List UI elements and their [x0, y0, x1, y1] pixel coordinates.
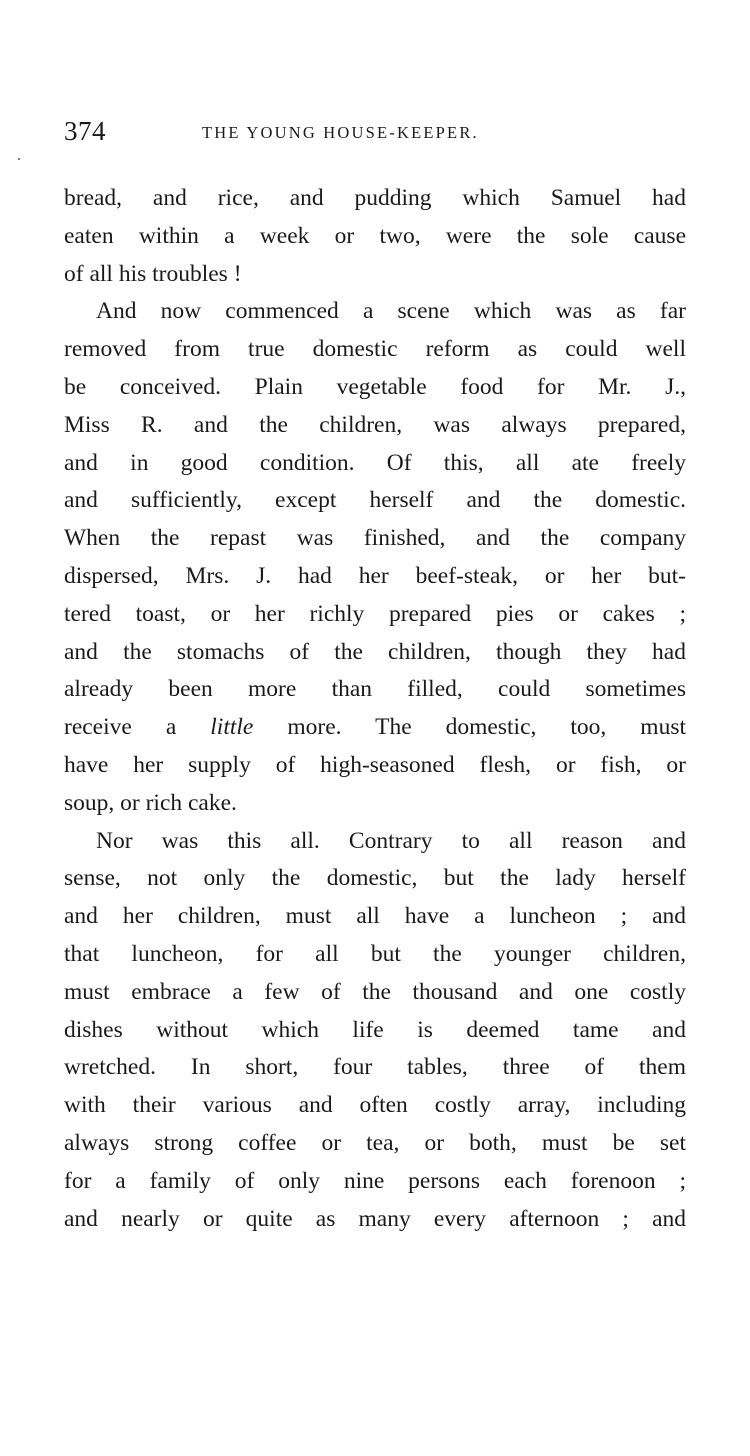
text-line: bread, and rice, and pudding which Samuel had	[64, 185, 686, 211]
paragraph-first-line: Nor was this all. Contrary to all reason and	[96, 827, 686, 854]
text-line: that luncheon, for all but the younger children,	[64, 940, 686, 967]
text-line: and in good condition. Of this, all ate freely	[64, 449, 686, 476]
text-line: dispersed, Mrs. J. had her beef-steak, or her but-	[64, 562, 686, 589]
text-line: tered toast, or her richly prepared pies or cakes ;	[64, 600, 686, 627]
text-line: and sufficiently, except herself and the domestic.	[64, 487, 686, 514]
paragraph-first-line: And now commenced a scene which was as far	[96, 298, 686, 325]
text-segment: receive a	[64, 714, 211, 741]
text-line: always strong coffee or tea, or both, must be set	[64, 1129, 686, 1156]
text-line: must embrace a few of the thousand and one costly	[64, 978, 686, 1005]
print-speck	[18, 158, 20, 160]
text-line: of all his troubles !	[64, 260, 242, 287]
text-line: for a family of only nine persons each forenoon ;	[64, 1167, 686, 1194]
text-line: sense, not only the domestic, but the lady herself	[64, 865, 686, 892]
text-line: Miss R. and the children, was always prepared,	[64, 411, 686, 438]
text-segment: more. The domestic, too, must	[253, 714, 686, 741]
running-head	[64, 116, 686, 148]
text-line: eaten within a week or two, were the sole cause	[64, 222, 686, 249]
text-line: and nearly or quite as many every afternoon ; and	[64, 1205, 686, 1232]
text-line: and her children, must all have a luncheon ; and	[64, 903, 686, 930]
text-line	[64, 709, 686, 747]
running-title: THE YOUNG HOUSE-KEEPER.	[202, 123, 479, 142]
text-line: removed from true domestic reform as could well	[64, 336, 686, 363]
text-line: already been more than filled, could sometimes	[64, 676, 686, 703]
text-line: have her supply of high-seasoned flesh, or fish, or	[64, 751, 686, 778]
text-line: with their various and often costly array, including	[64, 1092, 686, 1119]
text-line: wretched. In short, four tables, three of them	[64, 1054, 686, 1081]
body-text	[64, 180, 686, 1238]
text-line: be conceived. Plain vegetable food for Mr. J.,	[64, 373, 686, 400]
page-number: 374	[64, 116, 106, 146]
text-line: soup, or rich cake.	[64, 789, 237, 816]
text-line: and the stomachs of the children, though they had	[64, 638, 686, 665]
italic-word: little	[210, 714, 254, 741]
text-line: dishes without which life is deemed tame and	[64, 1016, 686, 1043]
text-line: When the repast was finished, and the company	[64, 525, 686, 552]
